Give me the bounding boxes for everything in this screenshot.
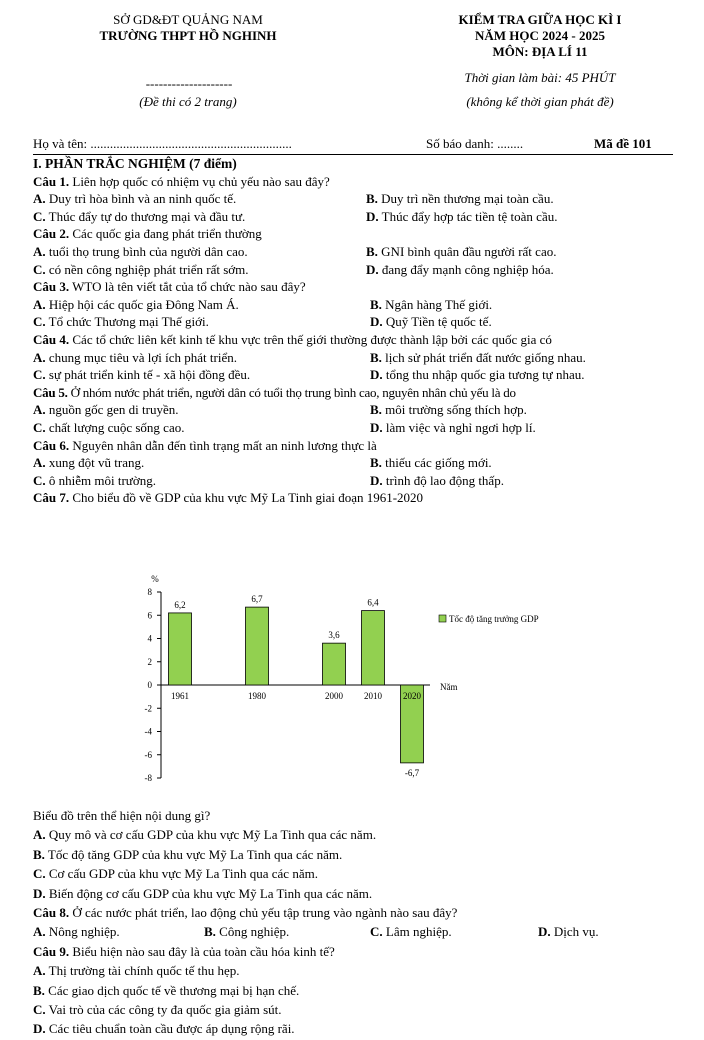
question-number: Câu 7. [33,490,70,506]
y-tick-label: -6 [144,749,152,760]
question-number: Câu 8. [33,904,70,920]
bar-1980 [246,607,269,685]
question-text: Biểu hiện nào sau đây là của toàn cầu hóa kinh tế? [69,943,335,959]
gdp-growth-chart [120,565,680,790]
q7-option-a: A. Quy mô và cơ cấu GDP của khu vực Mỹ La Tinh qua các năm. [33,827,377,843]
question-text: Ở nhóm nước phát triển, người dân có tuổi thọ trung bình cao, nguyên nhân chủ yếu là do [67,384,516,400]
x-tick-label: 1961 [171,691,189,701]
bar-2010 [362,611,385,685]
question-2: Câu 2. Các quốc gia đang phát triển thường A. tuổi thọ trung bình của người dân cao. B. GNI bình quân đầu người rất cao. C. có nền công nghiệp phát triển rất sớm. D. đang đẩy mạnh công nghiệp hóa. [33,226,557,277]
y-axis-label: % [151,574,159,584]
y-tick-label: 0 [147,680,152,690]
q9-option-a: A. Thị trường tài chính quốc tế thu hẹp. [33,963,240,979]
q9-option-d: D. Các tiêu chuẩn toàn cầu được áp dụng rộng rãi. [33,1021,295,1037]
q9-option-b: B. Các giao dịch quốc tế về thương mại bị hạn chế. [33,982,300,998]
y-tick-label: -8 [144,773,152,783]
y-tick-label: -2 [144,703,152,714]
legend-swatch [439,615,446,622]
question-text: WTO là tên viết tắt của tổ chức nào sau đây? [69,279,306,295]
questions-block [33,155,673,507]
header-separator: -------------------- [145,76,233,91]
x-axis-label: Năm [440,682,458,692]
school-name: TRƯỜNG THPT HỒ NGHINH [99,28,277,43]
question-number: Câu 5. [33,384,68,400]
x-tick-label: 1980 [248,691,266,701]
legend-label: Tốc độ tăng trưởng GDP [449,614,539,624]
y-tick-label: -4 [144,726,152,737]
question-text: Các tổ chức liên kết kinh tế khu vực trên thế giới thường được thành lập bởi các quốc gia có [69,331,552,347]
question-text: Nguyên nhân dẫn đến tình trạng mất an ninh lương thực là [69,437,377,453]
q7-option-d: D. Biến động cơ cấu GDP của khu vực Mỹ La Tinh qua các năm. [33,885,373,901]
question-text: Ở các nước phát triển, lao động chủ yếu tập trung vào ngành nào sau đây? [69,904,458,920]
department-name: SỞ GD&ĐT QUẢNG NAM [113,12,263,27]
q7-option-c: C. Cơ cấu GDP của khu vực Mỹ La Tinh qua các năm. [33,866,318,882]
q9-option-c: C. Vai trò của các công ty đa quốc gia giảm sút. [33,1001,282,1017]
time-note: (không kể thời gian phát đề) [466,94,614,109]
bar-1961 [169,613,192,685]
question-5: Câu 5. Ở nhóm nước phát triển, người dân có tuổi thọ trung bình cao, nguyên nhân chủ yếu là do A. nguồn gốc gen di truyền. B. môi trường sống thích hợp. C. chất lượng cuộc sống cao. D. làm việc và nghỉ ngơi hợp lí. [33,384,536,435]
subject: MÔN: ĐỊA LÍ 11 [492,44,588,59]
y-tick-label: 6 [147,610,152,621]
bar-2000 [323,643,346,685]
data-label: 6,4 [367,597,379,608]
time-limit: Thời gian làm bài: 45 PHÚT [464,70,616,85]
x-tick-label: 2000 [325,691,343,701]
question-3: Câu 3. WTO là tên viết tắt của tổ chức nào sau đây? A. Hiệp hội các quốc gia Đông Nam Á. B. Ngân hàng Thế giới. C. Tổ chức Thương mại Thế giới. D. Quỹ Tiền tệ quốc tế. [33,279,493,330]
student-info [33,136,673,152]
question-text: Liên hợp quốc có nhiệm vụ chủ yếu nào sau đây? [69,173,330,189]
q7-option-b: B. Tốc độ tăng GDP của khu vực Mỹ La Tinh qua các năm. [33,846,343,862]
exam-code: Mã đề 101 [594,136,652,151]
question-6: Câu 6. Nguyên nhân dẫn đến tình trạng mất an ninh lương thực là A. xung đột vũ trang. B. thiếu các giống mới. C. ô nhiễm môi trường. D. trình độ lao động thấp. [33,437,504,488]
y-tick-label: 4 [147,633,152,644]
exam-title: KIỂM TRA GIỮA HỌC KÌ I [458,12,622,27]
q8-options: A. Nông nghiệp. B. Công nghiệp. C. Lâm nghiệp. D. Dịch vụ. [33,924,599,940]
school-year: NĂM HỌC 2024 - 2025 [475,28,605,43]
data-label: 3,6 [328,630,340,641]
y-tick-label: 2 [147,656,152,667]
header-right [396,12,684,60]
header-left [60,12,316,44]
questions-continued [33,806,673,1039]
question-number: Câu 4. [33,331,70,347]
question-8 [33,903,673,922]
question-1: Câu 1. Liên hợp quốc có nhiệm vụ chủ yếu nào sau đây? A. Duy trì hòa bình và an ninh quốc tế. B. Duy trì nền thương mại toàn cầu. C. Thúc đẩy tự do thương mại và đầu tư. D. Thúc đẩy hợp tác tiền tệ toàn cầu. [33,173,558,224]
data-label: -6,7 [404,767,420,778]
name-field: Họ và tên: .............................................................. [33,136,292,151]
page-count-note: (Đề thi có 2 trang) [139,94,237,109]
question-text: Cho biểu đồ về GDP của khu vực Mỹ La Tinh giai đoạn 1961-2020 [69,490,424,506]
question-number: Câu 1. [33,173,70,189]
chart-question: Biểu đồ trên thể hiện nội dung gì? [33,808,211,823]
question-4: Câu 4. Các tổ chức liên kết kinh tế khu vực trên thế giới thường được thành lập bởi các quốc gia có A. chung mục tiêu và lợi ích phát triển. B. lịch sử phát triển đất nước giống nhau. C. sự phát triển kinh tế - xã hội đồng đều. D. tổng thu nhập quốc gia tương tự nhau. [33,331,586,383]
question-number: Câu 9. [33,943,70,959]
section-title: I. PHẦN TRẮC NGHIỆM (7 điểm) [33,156,237,171]
x-tick-label: 2010 [364,691,382,701]
question-number: Câu 6. [33,437,70,453]
data-label: 6,7 [251,594,263,605]
question-7 [33,489,673,507]
x-tick-label: 2020 [403,691,421,701]
data-label: 6,2 [174,599,186,610]
y-tick-label: 8 [147,587,152,597]
question-9 [33,942,673,961]
candidate-number-field: Số báo danh: ........ [426,136,524,151]
question-number: Câu 2. [33,226,70,242]
question-text: Các quốc gia đang phát triển thường [69,226,262,242]
question-number: Câu 3. [33,279,70,295]
